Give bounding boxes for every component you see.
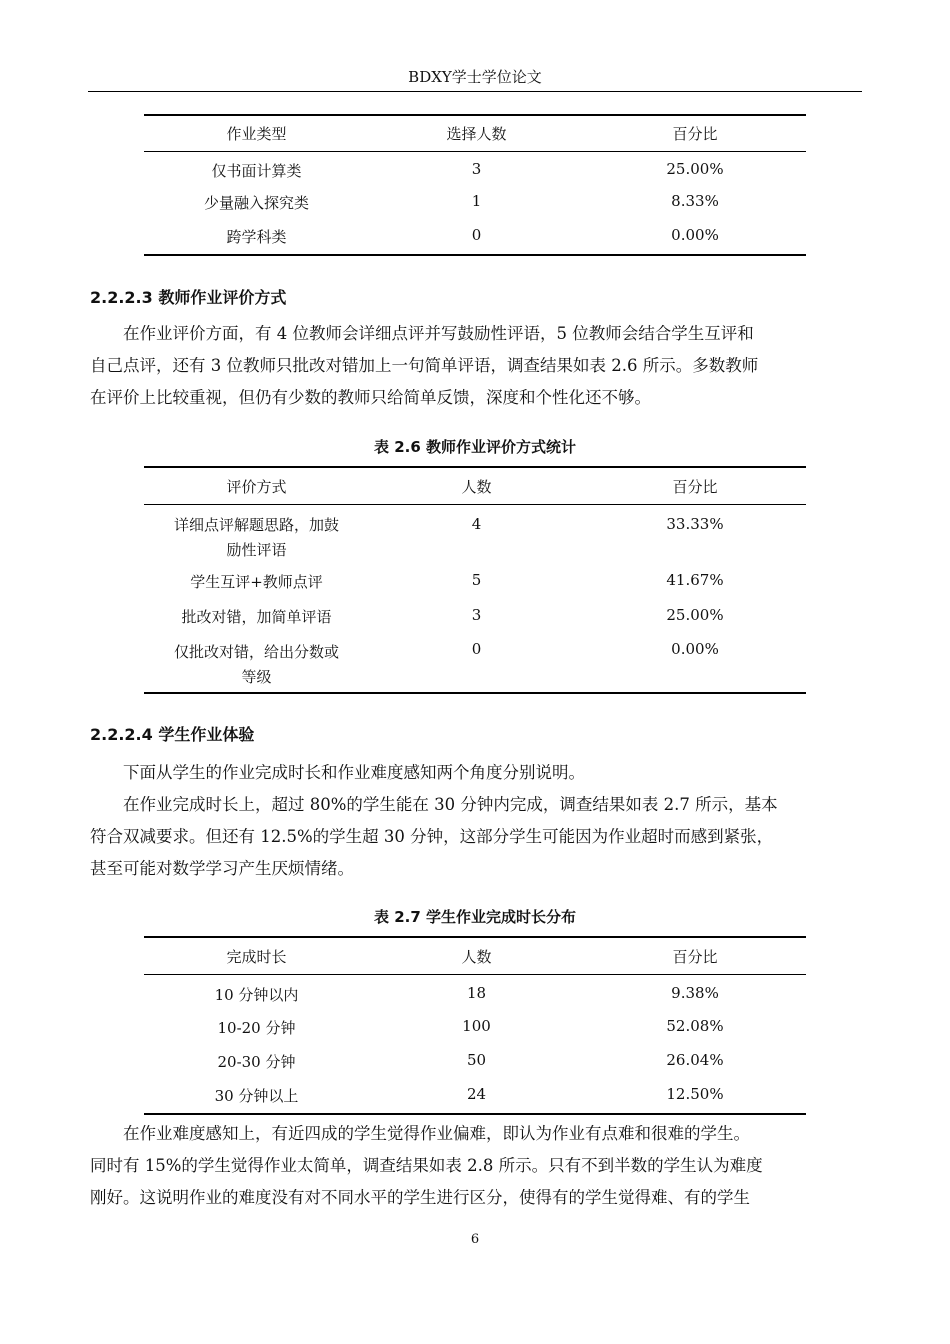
column-header: 评价方式 [144,467,369,504]
table-caption: 表 2.7 学生作业完成时长分布 [373,908,577,926]
table-row [144,185,806,219]
paragraph-line: 在作业评价方面，有 4 位教师会详细点评并写鼓励性评语，5 位教师会结合学生互评和 [123,324,754,343]
paragraph [90,1118,860,1214]
paragraph-line: 甚至可能对数学学习产生厌烦情绪。 [90,859,354,878]
table-cell: 9.38% [671,983,719,1002]
table-cell: 4 [471,514,482,533]
table-cell: 12.50% [584,1077,806,1114]
table-cell: 仅书面计算类 [211,161,302,180]
column-header: 选择人数 [369,115,584,151]
table-cell: 41.67% [666,571,724,589]
running-header: BDXY学士学位论文 [408,68,542,86]
table-cell: 3 [471,159,482,178]
table-cell: 1 [471,192,482,210]
table-cell: 24 [369,1077,584,1114]
paragraph-line: 自己点评，还有 3 位教师只批改对错加上一句简单评语，调查结果如表 2.6 所示。多数教师 [90,356,759,375]
table-cell: 30 分钟以上 [144,1077,369,1114]
homework-type-table [144,114,806,256]
cell-line: 励性评语 [226,540,287,559]
table-cell: 0.00% [584,635,806,693]
cell-line: 仅批改对错，给出分数或 [173,643,339,661]
paragraph-line: 在作业完成时长上，超过 80%的学生能在 30 分钟内完成，调查结果如表 2.7 所示，基本 [123,795,778,814]
table-row [144,504,806,566]
table-row [144,635,806,693]
column-header: 作业类型 [144,115,369,151]
header-rule [88,91,862,92]
column-header: 百分比 [584,467,806,504]
completion-time-table [144,936,806,1115]
table-row [144,566,806,601]
table-cell: 学生互评+教师点评 [190,573,323,591]
paragraph-line: 下面从学生的作业完成时长和作业难度感知两个角度分别说明。 [123,763,585,782]
table-cell: 100 [462,1017,491,1035]
table-cell: 20-30 分钟 [217,1053,296,1071]
section-heading: 2.2.2.4 学生作业体验 [90,725,255,744]
column-header: 人数 [369,467,584,504]
table-cell: 10 分钟以内 [214,985,299,1004]
table-row [144,1043,806,1077]
table-cell: 25.00% [666,159,724,178]
table-cell: 0.00% [584,219,806,255]
paragraph-line: 刚好。这说明作业的难度没有对不同水平的学生进行区分，使得有的学生觉得难、有的学生 [90,1188,750,1207]
paragraph [90,318,860,414]
cell-line: 等级 [241,668,272,686]
table-cell [144,504,369,566]
table-cell: 3 [471,606,482,624]
table-row [144,151,806,185]
table-cell [144,635,369,693]
paragraph-line: 同时有 15%的学生觉得作业太简单，调查结果如表 2.8 所示。只有不到半数的学生认为难度 [90,1156,763,1175]
table-row [144,601,806,635]
paragraph-line: 在作业难度感知上，有近四成的学生觉得作业偏难，即认为作业有点难和很难的学生。 [123,1124,750,1143]
table-cell: 26.04% [666,1051,724,1069]
paragraph [90,757,860,789]
table-cell: 10-20 分钟 [217,1019,296,1037]
table-cell: 33.33% [666,514,724,533]
table-row [144,1009,806,1043]
table-header-row [144,467,806,504]
paragraph [90,789,860,885]
column-header: 完成时长 [144,937,369,974]
table-cell: 批改对错，加简单评语 [181,608,332,626]
table-cell: 少量融入探究类 [203,194,309,212]
table-cell: 0 [369,635,584,693]
page-number: 6 [470,1232,480,1247]
table-row [144,219,806,255]
section-heading: 2.2.2.3 教师作业评价方式 [90,288,287,307]
table-cell: 50 [466,1051,487,1069]
table-caption: 表 2.6 教师作业评价方式统计 [373,438,577,456]
table-row [144,974,806,1009]
column-header: 人数 [369,937,584,974]
table-cell: 52.08% [666,1017,724,1035]
cell-line: 详细点评解题思路，加鼓 [173,515,339,534]
teacher-evaluation-table [144,466,806,694]
table-row [144,1077,806,1114]
table-cell: 5 [471,571,482,589]
table-cell: 18 [466,983,487,1002]
column-header: 百分比 [584,115,806,151]
paragraph-line: 在评价上比较重视，但仍有少数的教师只给简单反馈，深度和个性化还不够。 [90,388,651,407]
table-cell: 25.00% [666,606,724,624]
column-header: 百分比 [584,937,806,974]
table-cell: 0 [369,219,584,255]
table-cell: 跨学科类 [144,219,369,255]
table-cell: 8.33% [671,192,719,210]
paragraph-line: 符合双减要求。但还有 12.5%的学生超 30 分钟，这部分学生可能因为作业超时而感到紧张， [90,827,774,846]
table-header-row [144,115,806,151]
table-header-row [144,937,806,974]
